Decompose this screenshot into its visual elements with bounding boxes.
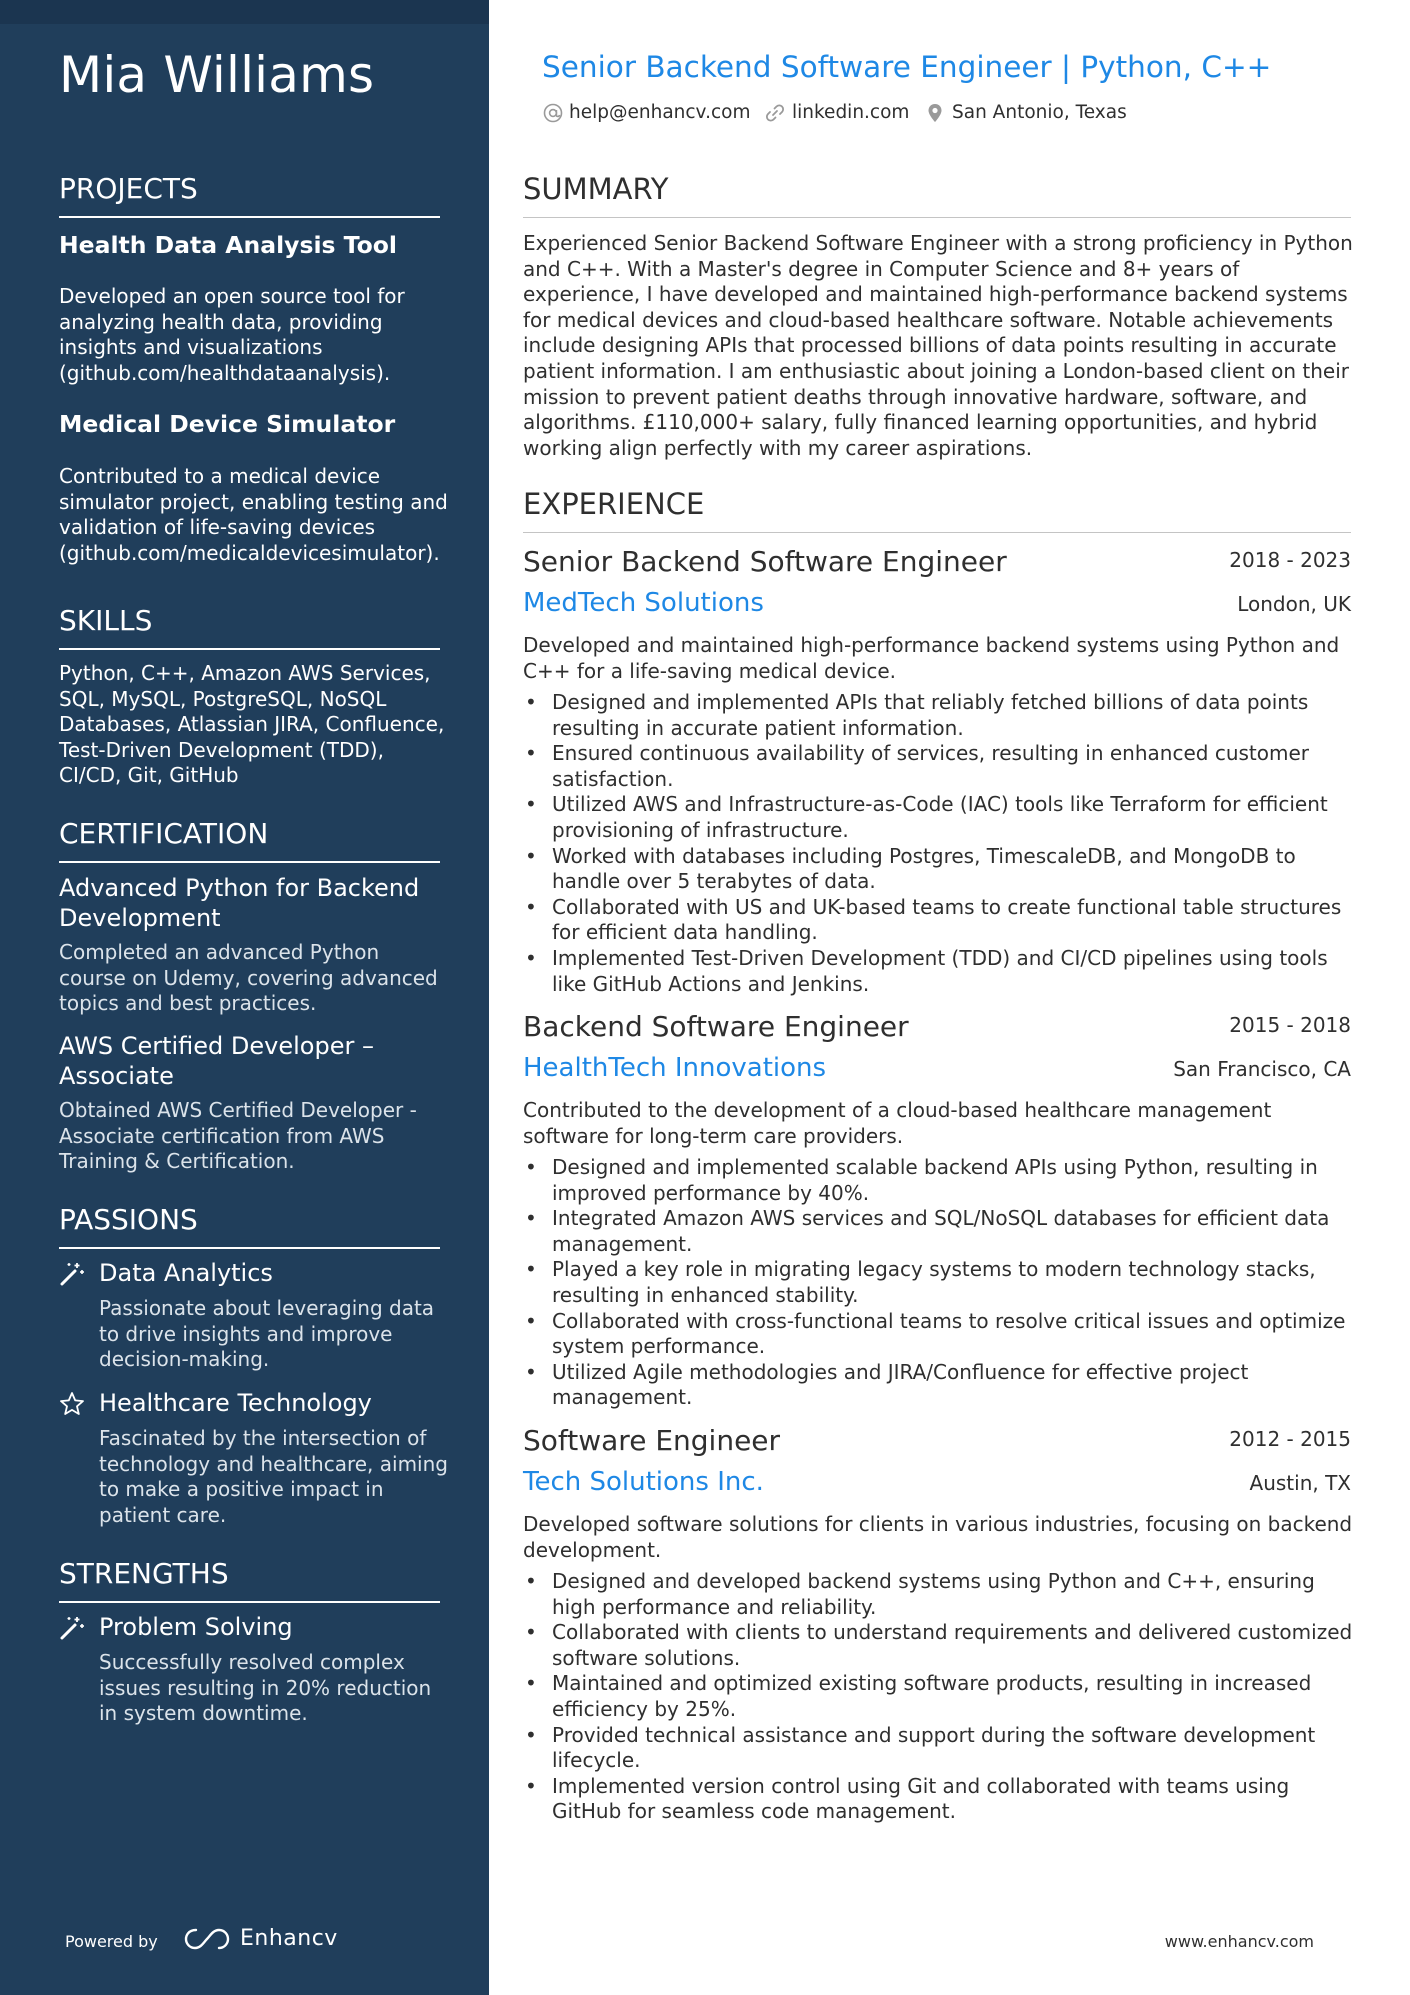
job-location: London, UK — [1237, 592, 1351, 616]
contact-linkedin[interactable]: linkedin.com — [792, 102, 910, 123]
enhancv-logo-icon — [184, 1926, 230, 1952]
footer-website[interactable]: www.enhancv.com — [1164, 1932, 1314, 1951]
list-item: • Provided technical assistance and support during the software development lifecycle. — [523, 1723, 1353, 1774]
job-bullets — [523, 1155, 1353, 1411]
list-item: • Implemented Test-Driven Development (TDD) and CI/CD pipelines using tools like GitHub Actions and Jenkins. — [523, 946, 1353, 997]
project-description: Contributed to a medical device simulator project, enabling testing and validation of life-saving devices (github.com/medicaldevicesimulator). — [59, 464, 448, 565]
job-title: Senior Backend Software Engineer — [523, 545, 1007, 578]
enhancv-brand[interactable]: Enhancv — [240, 1926, 338, 1951]
certification-title: AWS Certified Developer – Associate — [59, 1032, 374, 1090]
skills-heading: SKILLS — [59, 604, 440, 650]
job-dates: 2018 - 2023 — [1229, 548, 1351, 572]
passion-description: Fascinated by the intersection of technology and healthcare, aiming to make a positive impact in patient care. — [99, 1426, 448, 1527]
powered-by-label: Powered by — [65, 1932, 158, 1951]
project-title: Medical Device Simulator — [59, 410, 396, 438]
list-item: • Worked with databases including Postgres, TimescaleDB, and MongoDB to handle over 5 terabytes of data. — [523, 844, 1353, 895]
sidebar-top-bar — [0, 0, 489, 24]
projects-heading: PROJECTS — [59, 172, 440, 218]
summary-heading: SUMMARY — [523, 172, 1351, 218]
certification-title: Advanced Python for Backend Development — [59, 874, 420, 932]
passion-title: Data Analytics — [99, 1259, 273, 1287]
strength-description: Successfully resolved complex issues resulting in 20% reduction in system downtime. — [99, 1650, 432, 1726]
experience-heading: EXPERIENCE — [523, 487, 1351, 533]
job-description: Developed and maintained high-performance backend systems using Python and C++ for a life-saving medical device. — [523, 633, 1340, 683]
company-name: Tech Solutions Inc. — [523, 1467, 764, 1497]
certification-heading: CERTIFICATION — [59, 817, 440, 863]
at-icon — [542, 102, 564, 124]
job-bullets — [523, 1569, 1353, 1825]
summary-text: Experienced Senior Backend Software Engineer with a strong proficiency in Python and C++. With a Master's degree in Computer Science and 8+ years of experience, I have developed and maintained high-performance backend systems for medical devices and cloud-based healthcare software. Notable achievements include designing APIs that processed billions of data points resulting in accurate patient information. I am enthusiastic about joining a London-based client on their mission to prevent patient deaths through innovative hardware, software, and algorithms. £110,000+ salary, fully financed learning opportunities, and hybrid working align perfectly with my career aspirations. — [523, 231, 1353, 460]
list-item: • Played a key role in migrating legacy systems to modern technology stacks, resulting in enhanced stability. — [523, 1257, 1353, 1308]
link-icon — [764, 102, 786, 124]
job-title: Backend Software Engineer — [523, 1010, 909, 1043]
job-dates: 2012 - 2015 — [1229, 1427, 1351, 1451]
job-dates: 2015 - 2018 — [1229, 1013, 1351, 1037]
contact-email[interactable]: help@enhancv.com — [569, 102, 751, 123]
job-location: San Francisco, CA — [1173, 1057, 1351, 1081]
list-item: • Utilized Agile methodologies and JIRA/Confluence for effective project management. — [523, 1360, 1353, 1411]
list-item: • Ensured continuous availability of services, resulting in enhanced customer satisfaction. — [523, 741, 1353, 792]
list-item: • Designed and implemented scalable backend APIs using Python, resulting in improved performance by 40%. — [523, 1155, 1353, 1206]
strength-title: Problem Solving — [99, 1613, 293, 1641]
job-title: Software Engineer — [523, 1424, 781, 1457]
certification-description: Obtained AWS Certified Developer - Associate certification from AWS Training & Certification. — [59, 1098, 417, 1174]
sidebar — [0, 0, 489, 1995]
passion-title: Healthcare Technology — [99, 1389, 372, 1417]
skills-list: Python, C++, Amazon AWS Services, SQL, MySQL, PostgreSQL, NoSQL Databases, Atlassian JIRA, Confluence, Test-Driven Development (TDD), CI/CD, Git, GitHub — [59, 661, 445, 788]
passion-description: Passionate about leveraging data to drive insights and improve decision-making. — [99, 1296, 435, 1372]
list-item: • Integrated Amazon AWS services and SQL/NoSQL databases for efficient data management. — [523, 1206, 1353, 1257]
list-item: • Collaborated with US and UK-based teams to create functional table structures for efficient data handling. — [523, 895, 1353, 946]
job-headline: Senior Backend Software Engineer | Python, C++ — [542, 50, 1272, 84]
list-item: • Designed and implemented APIs that reliably fetched billions of data points resulting in accurate patient information. — [523, 690, 1353, 741]
candidate-name: Mia Williams — [59, 46, 375, 104]
list-item: • Maintained and optimized existing software products, resulting in increased efficiency by 25%. — [523, 1671, 1353, 1722]
location-pin-icon — [924, 102, 946, 124]
list-item: • Collaborated with cross-functional teams to resolve critical issues and optimize system performance. — [523, 1309, 1353, 1360]
star-icon — [59, 1391, 85, 1417]
passions-heading: PASSIONS — [59, 1203, 440, 1249]
job-location: Austin, TX — [1249, 1471, 1351, 1495]
job-description: Contributed to the development of a cloud-based healthcare management software for long-term care providers. — [523, 1098, 1272, 1148]
company-name: MedTech Solutions — [523, 588, 764, 618]
company-name: HealthTech Innovations — [523, 1053, 827, 1083]
project-title: Health Data Analysis Tool — [59, 231, 397, 259]
project-description: Developed an open source tool for analyzing health data, providing insights and visualizations (github.com/healthdataanalysis). — [59, 284, 405, 385]
certification-description: Completed an advanced Python course on Udemy, covering advanced topics and best practices. — [59, 940, 438, 1016]
list-item: • Utilized AWS and Infrastructure-as-Code (IAC) tools like Terraform for efficient provisioning of infrastructure. — [523, 792, 1353, 843]
list-item: • Implemented version control using Git and collaborated with teams using GitHub for seamless code management. — [523, 1774, 1353, 1825]
strengths-heading: STRENGTHS — [59, 1557, 440, 1603]
magic-wand-icon — [59, 1261, 85, 1287]
magic-wand-icon — [59, 1615, 85, 1641]
list-item: • Designed and developed backend systems using Python and C++, ensuring high performance and reliability. — [523, 1569, 1353, 1620]
job-bullets — [523, 690, 1353, 997]
list-item: • Collaborated with clients to understand requirements and delivered customized software solutions. — [523, 1620, 1353, 1671]
contact-location: San Antonio, Texas — [952, 102, 1127, 123]
job-description: Developed software solutions for clients in various industries, focusing on backend development. — [523, 1512, 1353, 1562]
